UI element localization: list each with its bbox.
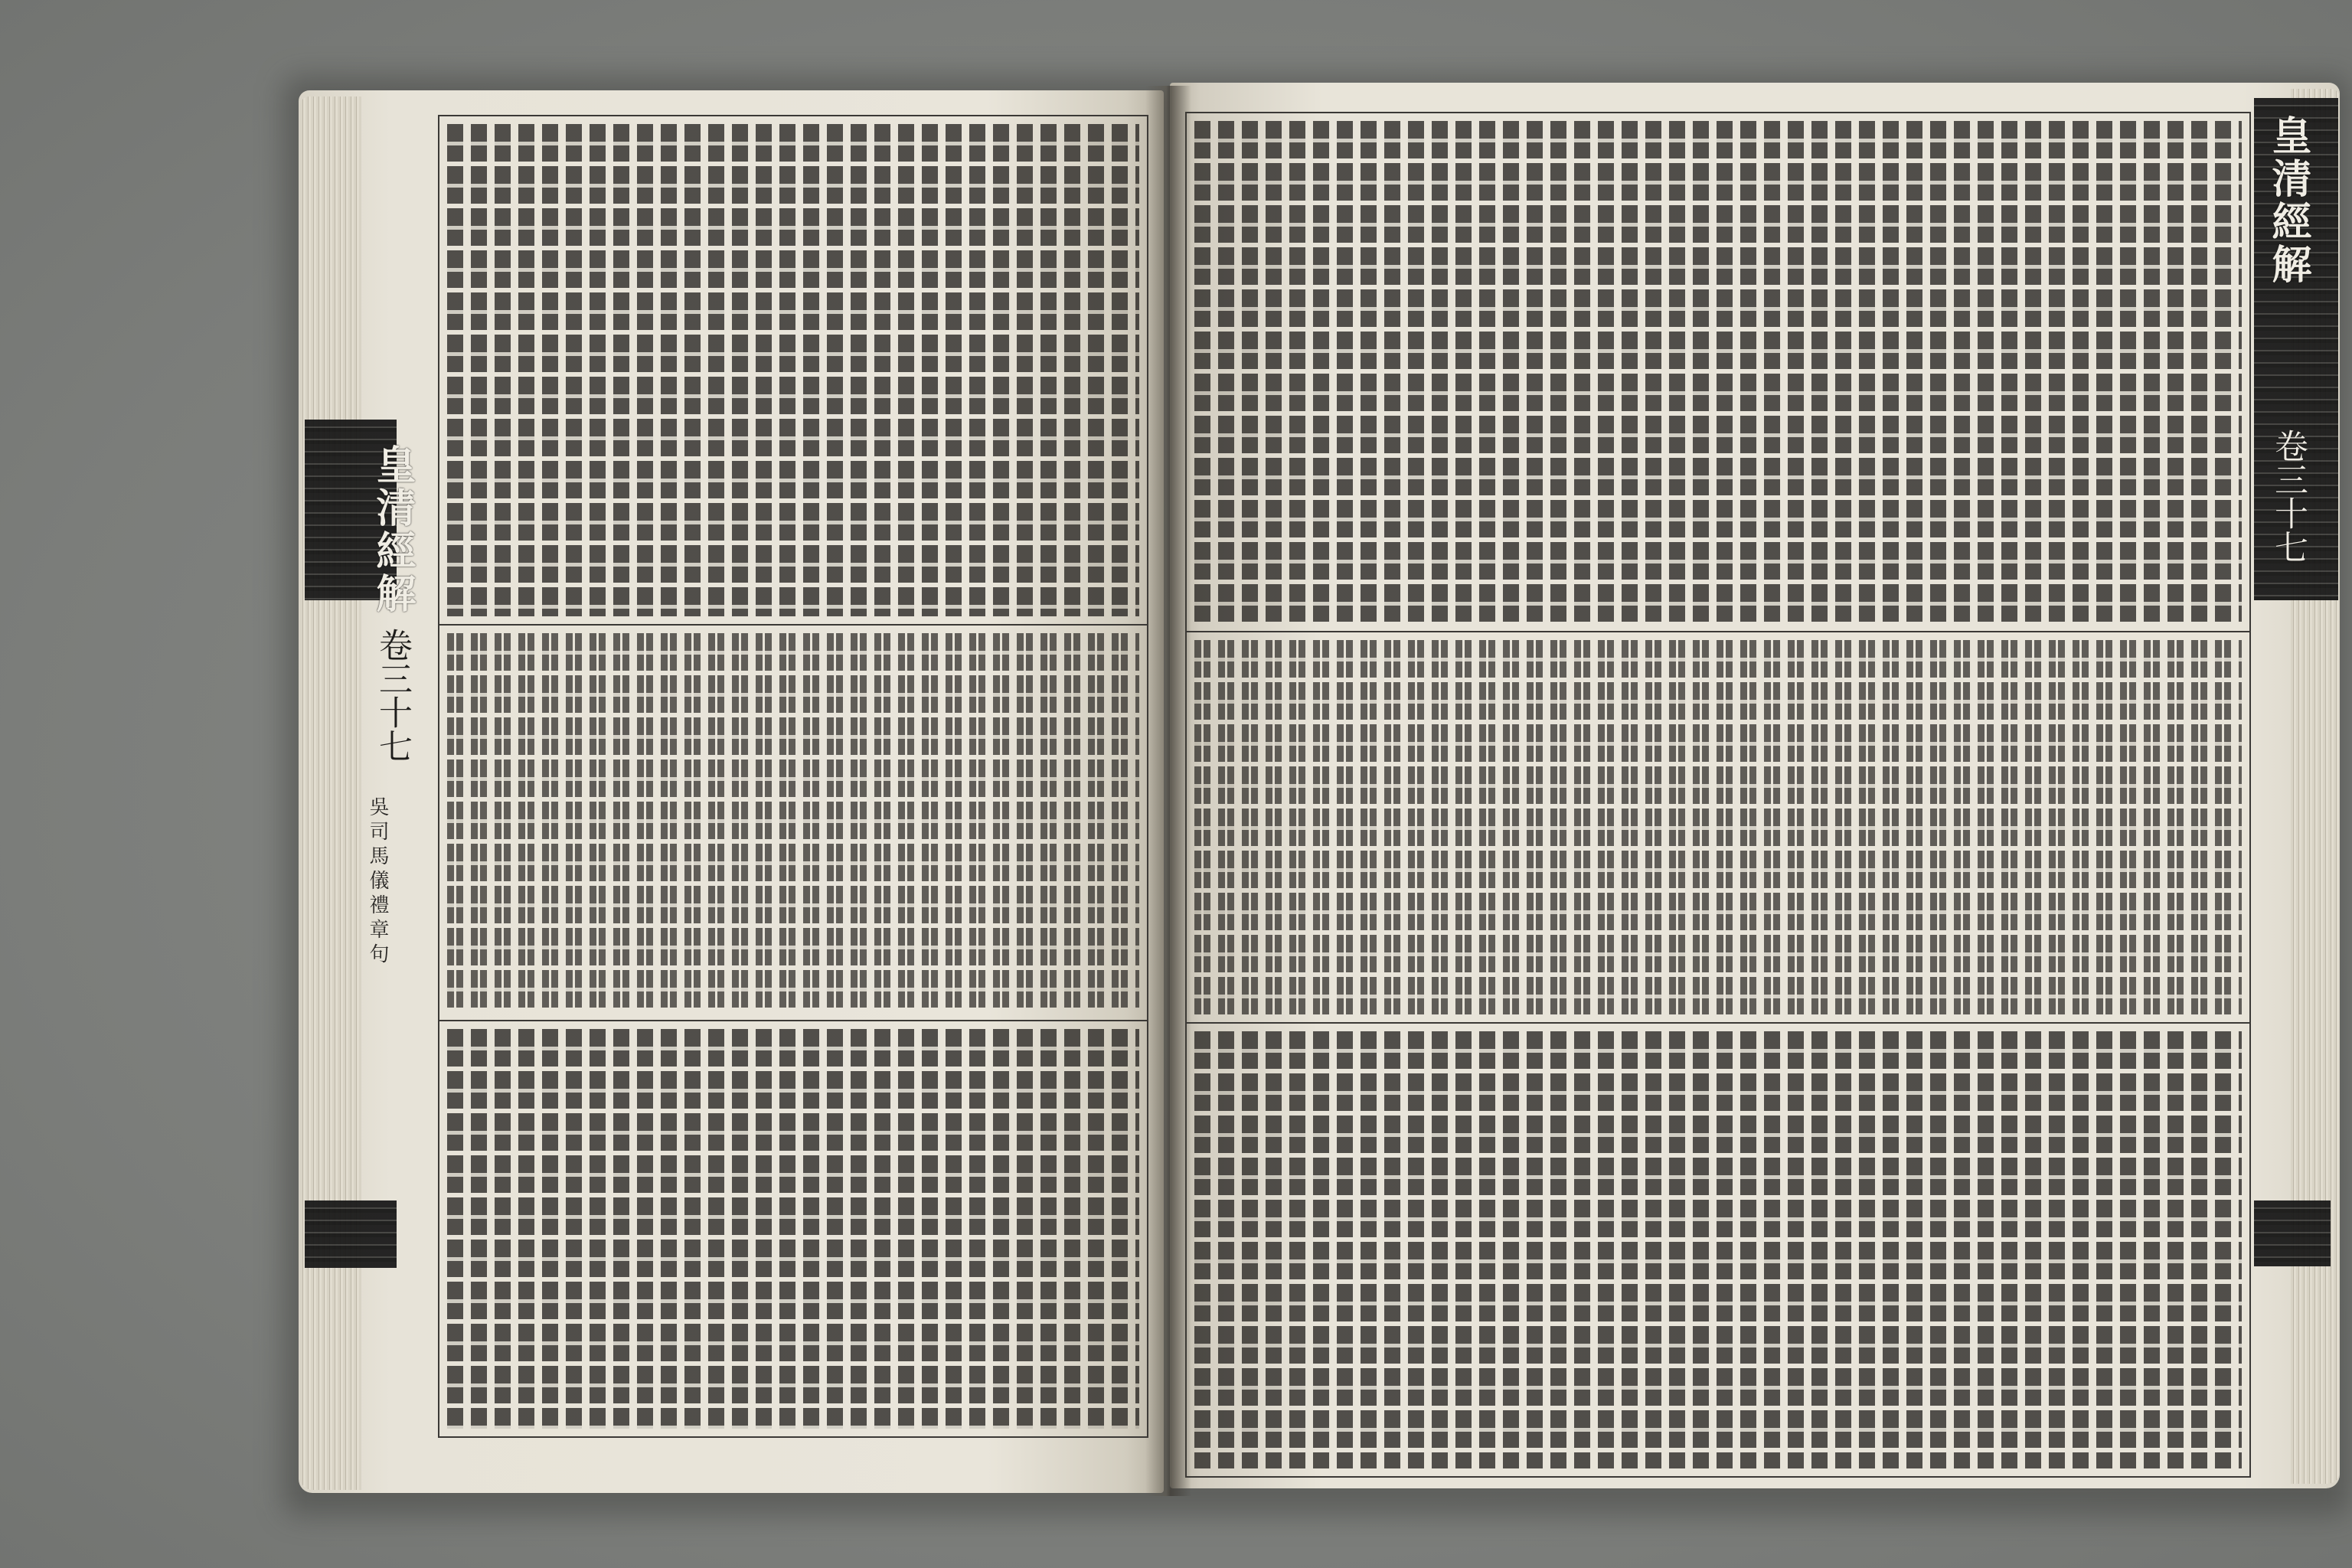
right-middle-text-columns	[1194, 640, 2242, 1014]
left-thumb-index-mark-lower	[305, 1200, 397, 1268]
right-thumb-index-mark-lower	[2254, 1200, 2331, 1266]
right-text-frame	[1185, 112, 2251, 1478]
book-gutter	[1145, 86, 1191, 1496]
left-header-title: 皇清經解	[369, 444, 416, 616]
right-register-upper	[1187, 113, 2249, 631]
left-page-edges	[300, 96, 361, 1490]
left-header-volume: 卷三十七	[373, 628, 412, 763]
right-lower-text-columns	[1194, 1031, 2242, 1468]
left-register-middle	[439, 624, 1147, 1020]
left-text-frame	[438, 115, 1148, 1438]
right-header-title: 皇清經解	[2265, 115, 2311, 286]
right-header-volume: 卷三十七	[2269, 429, 2308, 564]
right-upper-text-columns	[1194, 121, 2242, 623]
left-register-upper	[439, 116, 1147, 624]
right-register-middle	[1187, 631, 2249, 1022]
left-register-lower	[439, 1020, 1147, 1436]
left-margin-title: 吳司馬儀禮章句	[366, 796, 389, 968]
right-register-lower	[1187, 1022, 2249, 1476]
left-lower-text-columns	[447, 1029, 1139, 1429]
left-middle-text-columns	[447, 633, 1139, 1012]
left-upper-text-columns	[447, 124, 1139, 616]
